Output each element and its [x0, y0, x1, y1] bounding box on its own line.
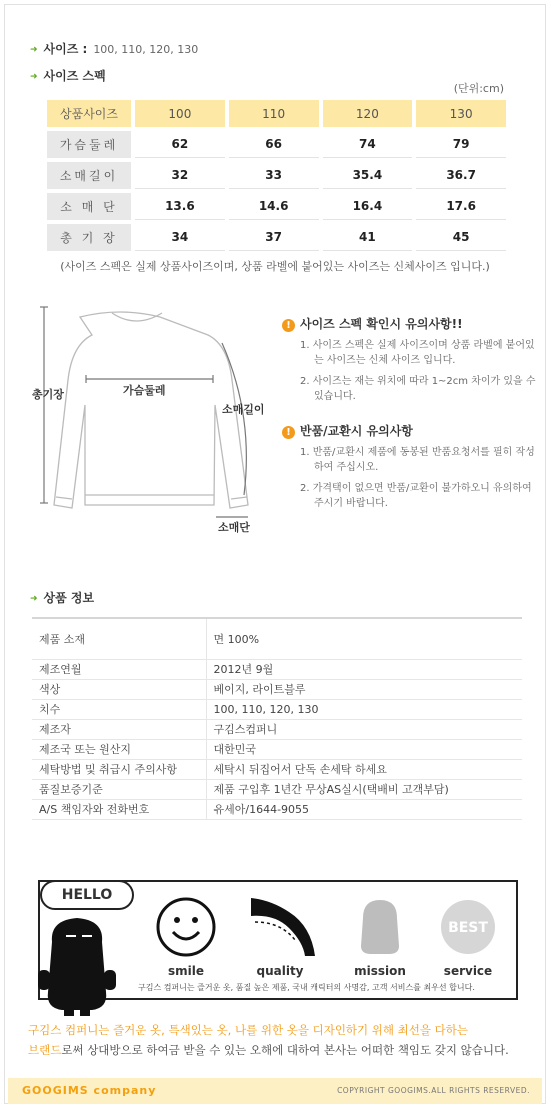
quality-label: quality — [256, 964, 304, 978]
stitched-fabric-icon — [245, 896, 315, 958]
spec-row — [47, 193, 506, 220]
table-row — [32, 799, 522, 819]
spec-cell: 66 — [229, 131, 319, 158]
list-item: 1. 사이즈 스펙은 실제 사이즈이며 상품 라벨에 붙어있는 사이즈는 신체 사이즈 입니다. — [300, 340, 535, 366]
product-info-table — [32, 617, 522, 820]
quality-item — [240, 896, 320, 978]
spec-cell: 37 — [229, 224, 319, 251]
spec-row — [47, 131, 506, 158]
row-label: 소매길이 — [47, 162, 131, 189]
info-key: A/S 책임자와 전화번호 — [32, 799, 206, 819]
spec-row — [47, 162, 506, 189]
sizes-heading: ➜ 사이즈 : 100, 110, 120, 130 — [30, 42, 199, 56]
label-total-length: 총기장 — [32, 388, 64, 401]
info-key: 색상 — [32, 679, 206, 699]
company-brand-word: 브랜드 — [28, 1043, 62, 1057]
info-value: 제품 구입후 1년간 무상AS실시(택배비 고객부담) — [206, 779, 522, 799]
size-note-title: ! 사이즈 스펙 확인시 유의사항!! — [282, 315, 537, 332]
garment-measure-diagram — [20, 295, 275, 555]
mascot-gray-icon — [349, 896, 411, 958]
info-key: 품질보증기준 — [32, 779, 206, 799]
spec-header-row — [47, 100, 506, 127]
label-cuff: 소매단 — [218, 521, 250, 534]
hello-bubble: HELLO — [40, 880, 134, 910]
footer-logo: GOOGIMS company — [22, 1084, 157, 1097]
smile-icon — [155, 896, 217, 958]
brand-banner — [38, 880, 518, 1000]
spec-cell: 13.6 — [135, 193, 225, 220]
bullet-icon: ➜ — [30, 72, 38, 82]
return-note-list — [282, 445, 537, 511]
size-note-list — [282, 338, 537, 404]
company-disclaimer: 로써 상대방으로 하여금 받을 수 있는 오해에 대하여 본사는 어떠한 책임도 갖지 않습니다. — [61, 1043, 509, 1057]
mascot-icon — [32, 912, 122, 1022]
spec-row — [47, 224, 506, 251]
spec-cell: 14.6 — [229, 193, 319, 220]
info-value: 유세아/1644-9055 — [206, 799, 522, 819]
notes-panel — [282, 315, 537, 529]
row-label: 소 매 단 — [47, 193, 131, 220]
mission-label: mission — [354, 964, 406, 978]
info-key: 제조자 — [32, 719, 206, 739]
row-label: 가슴둘레 — [47, 131, 131, 158]
info-value: 면 100% — [206, 618, 522, 659]
sizes-list: 100, 110, 120, 130 — [93, 43, 199, 56]
header-cell: 100 — [135, 100, 225, 127]
unit-label: (단위:cm) — [453, 82, 504, 95]
list-item: 2. 가격택이 없으면 반품/교환이 불가하오니 유의하여 주시기 바랍니다. — [300, 483, 532, 509]
size-spec-table — [43, 96, 510, 255]
info-key: 치수 — [32, 699, 206, 719]
header-cell: 120 — [323, 100, 413, 127]
spec-cell: 62 — [135, 131, 225, 158]
label-sleeve-length: 소매길이 — [222, 403, 265, 416]
spec-cell: 35.4 — [323, 162, 413, 189]
company-statement — [28, 1020, 523, 1060]
spec-cell: 33 — [229, 162, 319, 189]
service-item — [428, 896, 508, 978]
list-item: 1. 반품/교환시 제품에 동봉된 반품요청서를 필히 작성하여 주십시오. — [300, 447, 535, 473]
mission-item — [340, 896, 420, 978]
table-row — [32, 779, 522, 799]
table-row — [32, 618, 522, 659]
table-row — [32, 659, 522, 679]
info-key: 제품 소재 — [32, 618, 206, 659]
table-row — [32, 679, 522, 699]
info-key: 제조국 또는 원산지 — [32, 739, 206, 759]
spec-cell: 17.6 — [416, 193, 506, 220]
spec-note: (사이즈 스펙은 실제 상품사이즈이며, 상품 라벨에 붙어있는 사이즈는 신체사이즈 입니다.) — [60, 260, 490, 273]
bullet-icon: ➜ — [30, 45, 38, 55]
spec-cell: 41 — [323, 224, 413, 251]
table-row — [32, 739, 522, 759]
best-badge-text: BEST — [448, 920, 488, 936]
info-value: 세탁시 뒤집어서 단독 손세탁 하세요 — [206, 759, 522, 779]
info-value: 2012년 9월 — [206, 659, 522, 679]
row-label: 총 기 장 — [47, 224, 131, 251]
spec-cell: 36.7 — [416, 162, 506, 189]
info-value: 베이지, 라이트블루 — [206, 679, 522, 699]
smile-item — [146, 896, 226, 978]
smile-label: smile — [167, 964, 204, 978]
header-cell: 110 — [229, 100, 319, 127]
info-value: 100, 110, 120, 130 — [206, 699, 522, 719]
spec-cell: 16.4 — [323, 193, 413, 220]
spec-cell: 74 — [323, 131, 413, 158]
info-key: 세탁방법 및 취급시 주의사항 — [32, 759, 206, 779]
spec-cell: 45 — [416, 224, 506, 251]
service-label: service — [443, 964, 493, 978]
table-row — [32, 719, 522, 739]
spec-cell: 32 — [135, 162, 225, 189]
exclamation-icon: ! — [282, 426, 295, 439]
exclamation-icon: ! — [282, 319, 295, 332]
header-cell: 130 — [416, 100, 506, 127]
info-value: 대한민국 — [206, 739, 522, 759]
table-row — [32, 759, 522, 779]
spec-heading: ➜ 사이즈 스펙 — [30, 69, 106, 83]
return-note-title: ! 반품/교환시 유의사항 — [282, 422, 537, 439]
spec-cell: 79 — [416, 131, 506, 158]
info-key: 제조연월 — [32, 659, 206, 679]
info-value: 구김스컴퍼니 — [206, 719, 522, 739]
label-chest: 가슴둘레 — [123, 384, 166, 397]
table-row — [32, 699, 522, 719]
brand-note: 구김스 컴퍼니는 즐거운 옷, 품질 높은 제품, 국내 캐릭터의 사명감, 고객 서비스를 최우선 합니다. — [138, 983, 475, 992]
list-item: 2. 사이즈는 재는 위치에 따라 1~2cm 차이가 있을 수 있습니다. — [300, 376, 536, 402]
best-badge-icon — [437, 896, 499, 958]
bullet-icon: ➜ — [30, 594, 38, 604]
copyright: COPYRIGHT GOOGIMS.ALL RIGHTS RESERVED. — [337, 1086, 530, 1095]
product-info-heading: ➜ 상품 정보 — [30, 591, 95, 605]
spec-cell: 34 — [135, 224, 225, 251]
company-highlight: 구김스 컴퍼니는 즐거운 옷, 특색있는 옷, 나를 위한 옷을 디자인하기 위해 최선을 다하는 — [28, 1023, 468, 1037]
header-cell: 상품사이즈 — [47, 100, 131, 127]
